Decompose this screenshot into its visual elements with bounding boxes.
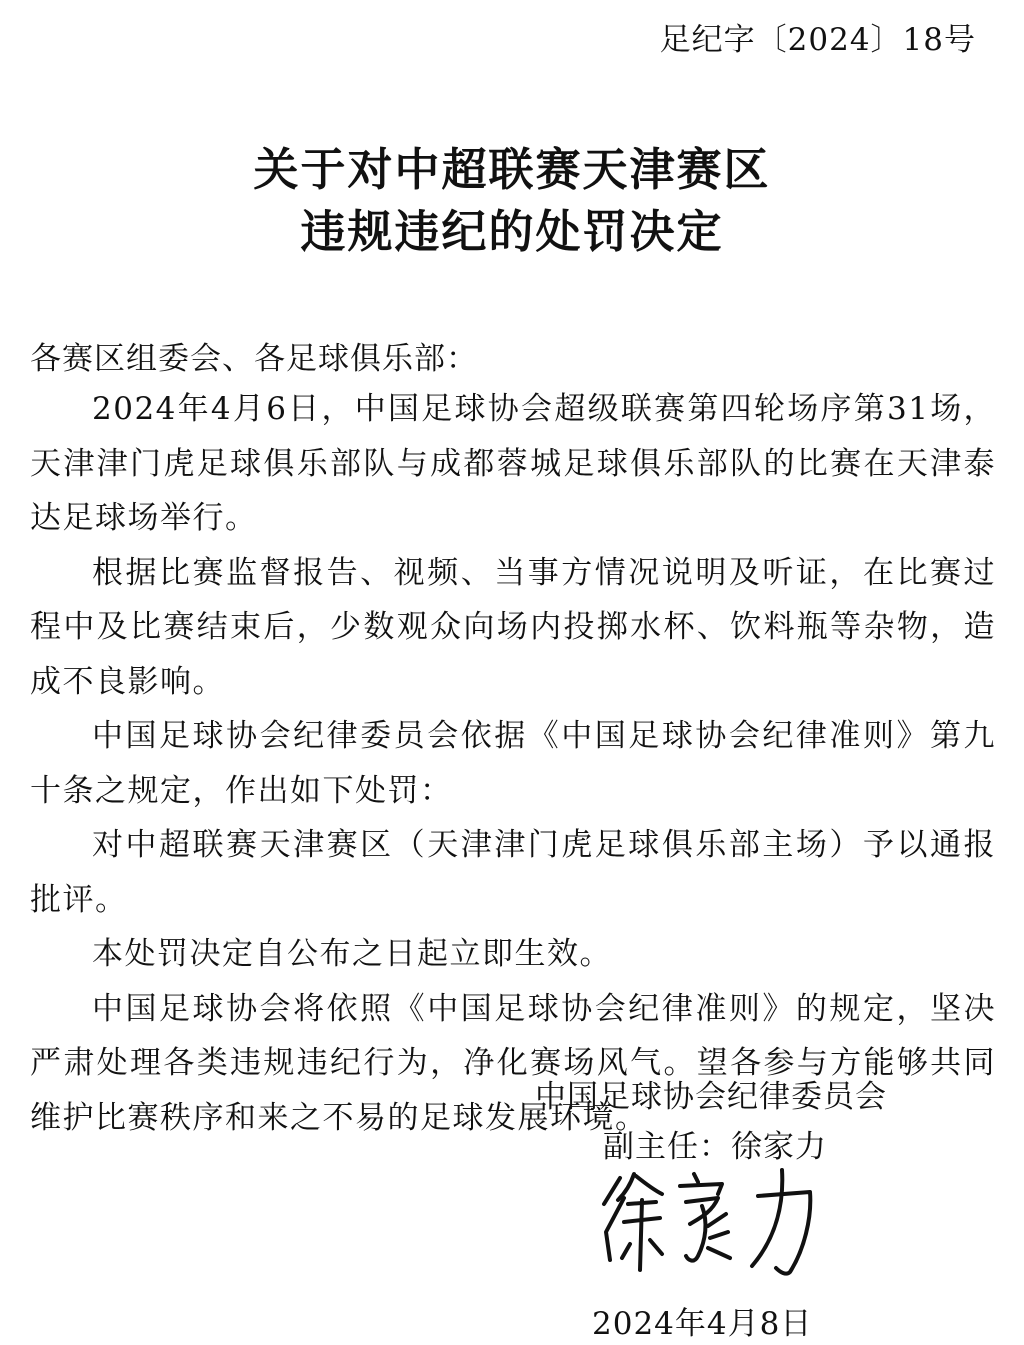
paragraph-incident: 根据比赛监督报告、视频、当事方情况说明及听证，在比赛过程中及比赛结束后，少数观众向场内投掷水杯、饮料瓶等杂物，造成不良影响。 [30, 554, 996, 700]
paragraph-effective: 本处罚决定自公布之日起立即生效。 [92, 936, 612, 972]
document-title-line-1: 关于对中超联赛天津赛区 [253, 143, 771, 196]
signer-organization: 中国足球协会纪律委员会 [535, 1079, 887, 1115]
paragraph-basis: 中国足球协会纪律委员会依据《中国足球协会纪律准则》第九十条之规定，作出如下处罚： [30, 718, 996, 809]
document-title-line-2: 违规违纪的处罚决定 [300, 205, 724, 258]
handwritten-signature [590, 1160, 830, 1280]
signer-role: 副主任：徐家力 [603, 1129, 827, 1165]
document-number: 足纪字〔2024〕18号 [659, 22, 976, 58]
paragraph-closing: 中国足球协会将依照《中国足球协会纪律准则》的规定，坚决严肃处理各类违规违纪行为，净化赛场风气。望各参与方能够共同维护比赛秩序和来之不易的足球发展环境。 [30, 990, 996, 1136]
document-body [30, 382, 996, 1145]
salutation: 各赛区组委会、各足球俱乐部： [30, 341, 478, 377]
issue-date: 2024年4月8日 [592, 1306, 813, 1342]
paragraph-penalty: 对中超联赛天津赛区（天津津门虎足球俱乐部主场）予以通报批评。 [30, 827, 996, 918]
paragraph-match-info: 2024年4月6日，中国足球协会超级联赛第四轮场序第31场，天津津门虎足球俱乐部队与成都蓉城足球俱乐部队的比赛在天津泰达足球场举行。 [30, 391, 996, 536]
